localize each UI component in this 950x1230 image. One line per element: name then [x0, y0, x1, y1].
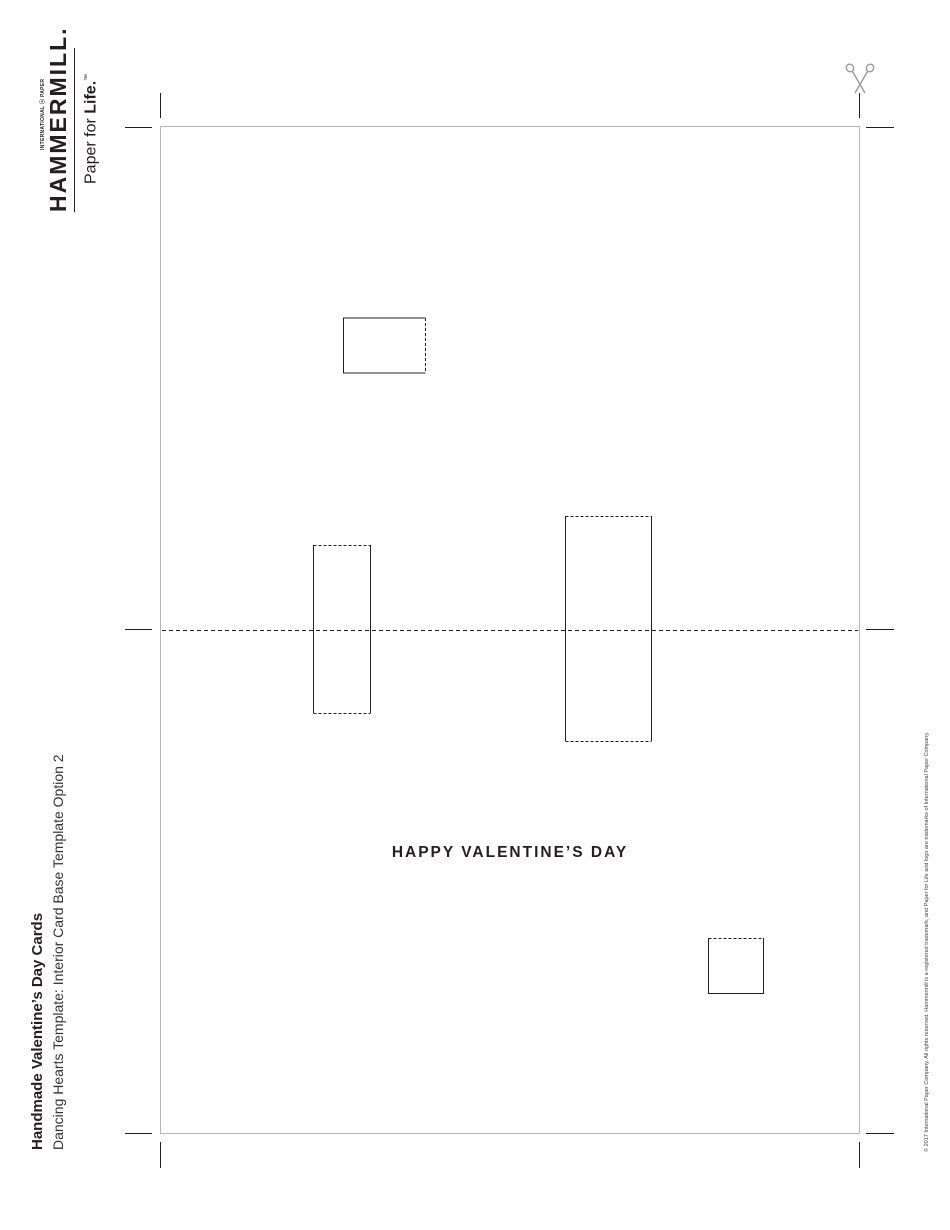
logo-small-text: INTERNATIONAL ⓐ PAPER [40, 78, 46, 150]
copyright-notice: © 2017 International Paper Company. All rights reserved. Hammermill is a registered trademark, and Paper for Life and logo are trademarks of International Paper Company. [924, 731, 930, 1152]
template-subtitle: Dancing Hearts Template: Interior Card Base Template Option 2 [50, 754, 66, 1150]
card-border [161, 127, 860, 1134]
card-greeting: HAPPY VALENTINE’S DAY [391, 844, 629, 861]
template-title: Handmade Valentine’s Day Cards [29, 912, 46, 1150]
cut-slot-3 [566, 516, 652, 742]
cut-slot-1 [344, 318, 426, 373]
cut-slot-4 [709, 938, 764, 994]
logo-brand: HAMMERMILL. [45, 26, 71, 212]
cut-slot-2 [314, 545, 371, 714]
logo-tagline: Paper for Life.™ [82, 73, 100, 184]
